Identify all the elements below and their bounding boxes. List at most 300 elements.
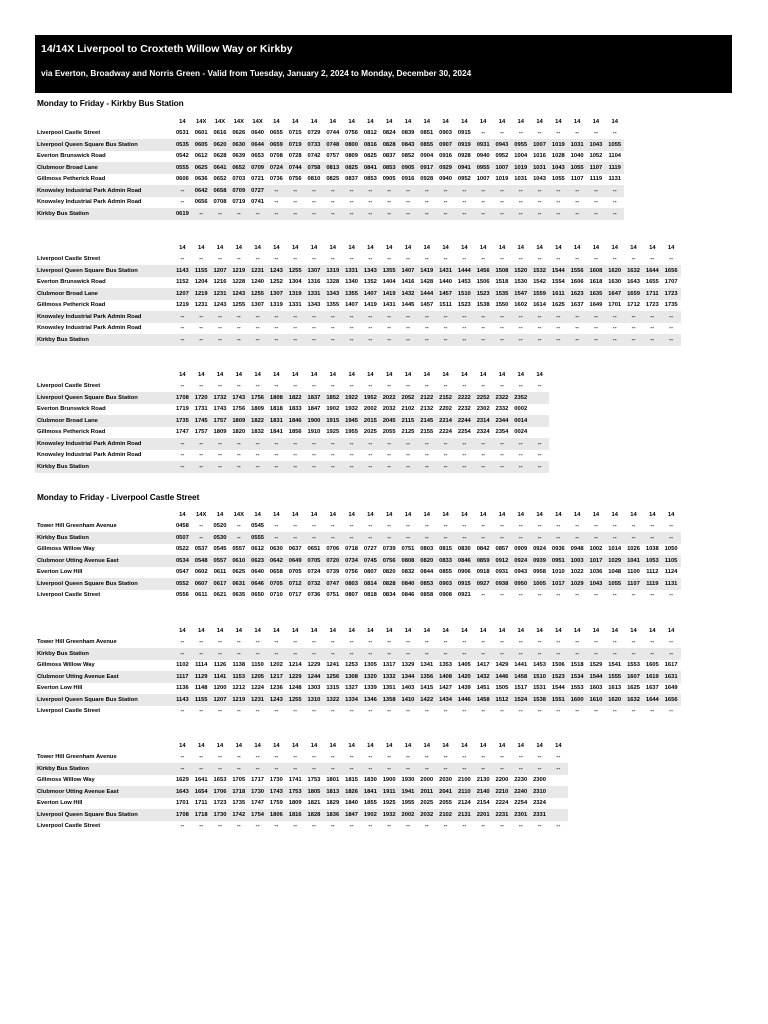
departure-time: -- (368, 452, 373, 459)
departure-time: 1028 (551, 153, 565, 160)
departure-time: 2314 (474, 415, 493, 427)
departure-time: -- (192, 648, 211, 660)
departure-time: -- (173, 763, 192, 775)
route-number: 14 (498, 371, 506, 378)
departure-time: 0606 (175, 176, 189, 183)
departure-time: -- (605, 532, 624, 544)
departure-time: -- (236, 256, 241, 263)
departure-time: 2041 (436, 786, 455, 798)
departure-time: -- (286, 334, 305, 346)
departure-time: 0557 (211, 555, 230, 567)
departure-time: -- (462, 256, 467, 263)
departure-time: -- (537, 708, 542, 715)
departure-time: 0617 (211, 578, 230, 590)
departure-time: -- (537, 639, 542, 646)
departure-time: 2154 (476, 800, 490, 807)
departure-time: 1701 (608, 302, 622, 309)
departure-time: 0915 (455, 578, 474, 590)
departure-time: 1004 (514, 153, 528, 160)
departure-time: 0640 (251, 569, 265, 576)
departure-time: 1202 (269, 662, 283, 669)
departure-time: 0621 (213, 592, 227, 599)
departure-time: -- (549, 334, 568, 346)
departure-time: -- (349, 523, 354, 530)
route-number: 14 (404, 742, 412, 749)
route-number: 14 (555, 627, 562, 634)
departure-time: 1720 (192, 392, 211, 404)
departure-time: 1822 (286, 392, 305, 404)
departure-time: 1535 (493, 288, 512, 300)
departure-time: 2354 (495, 429, 509, 436)
departure-time: 1532 (530, 265, 549, 277)
departure-time: -- (493, 311, 512, 323)
departure-time: -- (556, 592, 561, 599)
departure-time: -- (286, 311, 305, 323)
departure-time: -- (481, 823, 486, 830)
departure-time: -- (286, 461, 305, 473)
departure-time: 2210 (493, 786, 512, 798)
departure-time: -- (511, 648, 530, 660)
departure-time: -- (669, 325, 674, 332)
route-number: 14 (310, 371, 318, 378)
departure-time: -- (443, 383, 448, 390)
departure-time: 1701 (175, 800, 189, 807)
departure-time: 1007 (530, 139, 549, 151)
departure-time: 1508 (493, 265, 512, 277)
departure-time: 1743 (267, 786, 286, 798)
departure-time: 0807 (363, 569, 377, 576)
departure-time: -- (349, 639, 354, 646)
departure-time: -- (361, 311, 380, 323)
route-number: 14 (498, 244, 506, 251)
departure-time: -- (267, 334, 286, 346)
departure-time: 1730 (248, 786, 267, 798)
departure-time: -- (248, 461, 267, 473)
departure-time: -- (368, 383, 373, 390)
departure-time: 1731 (194, 406, 208, 413)
departure-time: 1706 (211, 786, 230, 798)
departure-time: -- (612, 325, 617, 332)
departure-time: -- (462, 199, 467, 206)
route-number: 14 (235, 742, 243, 749)
departure-time: 1422 (417, 694, 436, 706)
departure-time: 1523 (549, 671, 568, 683)
departure-time: -- (305, 208, 324, 220)
table-row (35, 567, 681, 579)
departure-time: -- (474, 648, 493, 660)
departure-time: -- (312, 383, 316, 390)
departure-time: 0705 (305, 555, 324, 567)
route-number: 14 (442, 511, 449, 518)
timetable-kirkby-3 (35, 369, 549, 473)
timetable-kirkby-2 (35, 242, 681, 346)
departure-time: -- (267, 461, 286, 473)
route-header-row (35, 740, 568, 752)
departure-time: -- (342, 311, 361, 323)
departure-time: 1403 (401, 685, 415, 692)
departure-time: -- (349, 823, 354, 830)
route-number: 14 (555, 511, 562, 518)
route-number: 14 (385, 118, 393, 125)
departure-time: 0813 (323, 162, 342, 174)
departure-time: -- (330, 383, 335, 390)
departure-time: 1112 (646, 569, 659, 576)
departure-time: 1630 (608, 279, 622, 286)
departure-time: -- (399, 208, 418, 220)
departure-time: -- (518, 452, 523, 459)
departure-time: -- (199, 639, 204, 646)
departure-time: -- (493, 208, 512, 220)
departure-time: 2022 (380, 392, 399, 404)
departure-time: 2232 (457, 406, 471, 413)
departure-time: 1355 (326, 302, 340, 309)
departure-time: 1355 (380, 265, 399, 277)
departure-time (530, 415, 549, 427)
departure-time: 1041 (624, 555, 643, 567)
departure-time: -- (436, 438, 455, 450)
departure-time: 1631 (662, 671, 681, 683)
departure-time: 0641 (211, 162, 230, 174)
departure-time: 0909 (514, 546, 528, 553)
departure-time: 0658 (211, 185, 230, 197)
departure-time: 1331 (288, 302, 302, 309)
route-number: 14 (273, 371, 280, 378)
departure-time: 0522 (175, 546, 189, 553)
departure-time: 0651 (307, 546, 321, 553)
departure-time: -- (474, 438, 493, 450)
departure-time: -- (593, 639, 598, 646)
departure-time: -- (462, 325, 467, 332)
route-number: 14 (254, 371, 261, 378)
departure-time: -- (211, 438, 230, 450)
route-number: 14 (498, 118, 506, 125)
departure-time: -- (556, 639, 561, 646)
route-number: 14 (179, 244, 186, 251)
departure-time: -- (192, 438, 211, 450)
departure-time: 0601 (194, 130, 208, 137)
departure-time: 1852 (323, 392, 342, 404)
departure-time: -- (417, 532, 436, 544)
departure-time: 1809 (213, 429, 227, 436)
departure-time: -- (211, 648, 230, 660)
departure-time: 1806 (267, 809, 286, 821)
route-number: 14 (197, 244, 205, 251)
departure-time: -- (500, 592, 504, 599)
departure-time: -- (587, 334, 606, 346)
departure-time: -- (417, 185, 436, 197)
departure-time: 0708 (269, 153, 283, 160)
departure-time: -- (424, 452, 429, 459)
departure-time: 1431 (382, 302, 396, 309)
route-number: 14 (367, 118, 374, 125)
departure-time: -- (593, 592, 598, 599)
departure-time: -- (218, 256, 222, 263)
departure-time: -- (530, 532, 549, 544)
departure-time: 0907 (436, 139, 455, 151)
departure-time: 2110 (455, 786, 474, 798)
departure-time: 1319 (286, 288, 305, 300)
departure-time: 0916 (439, 153, 452, 160)
departure-time: -- (286, 438, 305, 450)
route-number: 14 (517, 371, 524, 378)
departure-time: -- (537, 256, 542, 263)
departure-time: -- (380, 334, 399, 346)
departure-time: 1451 (476, 685, 490, 692)
departure-time: 2252 (474, 392, 493, 404)
departure-time: -- (518, 256, 523, 263)
departure-time: 0841 (361, 162, 380, 174)
departure-time: 1303 (307, 685, 321, 692)
departure-time: -- (211, 311, 230, 323)
departure-time: 1620 (605, 265, 624, 277)
departure-time: -- (387, 383, 392, 390)
departure-time: 0520 (213, 523, 227, 530)
departure-time: 1614 (533, 302, 546, 309)
departure-time: -- (631, 256, 636, 263)
departure-time: 0531 (175, 130, 189, 137)
departure-time: -- (436, 648, 455, 660)
departure-time: 1155 (192, 265, 211, 277)
departure-time: 1217 (267, 671, 286, 683)
departure-time: -- (342, 208, 361, 220)
route-number: 14 (423, 511, 430, 518)
departure-time: 1231 (194, 302, 208, 309)
route-number: 14 (611, 627, 618, 634)
departure-time: -- (312, 523, 316, 530)
departure-time: 2015 (361, 415, 380, 427)
departure-time: -- (312, 199, 316, 206)
departure-time: -- (236, 754, 241, 761)
departure-time: -- (436, 208, 455, 220)
table-row (35, 660, 681, 672)
departure-time: -- (236, 452, 241, 459)
stop-name: Everton Brunswick Road (37, 279, 106, 286)
departure-time: -- (530, 334, 549, 346)
departure-time: -- (361, 185, 380, 197)
route-number: 14X (196, 118, 207, 125)
departure-time: -- (624, 334, 643, 346)
departure-time: -- (255, 708, 260, 715)
departure-time: 1352 (363, 279, 377, 286)
departure-time: 0814 (361, 578, 380, 590)
departure-time: 2055 (439, 800, 452, 807)
stop-name: Gillmoss Willow Way (37, 662, 95, 669)
departure-time: -- (293, 754, 298, 761)
departure-time: 1836 (323, 809, 342, 821)
departure-time: 0729 (307, 130, 321, 137)
departure-time: -- (406, 523, 410, 530)
route-number: 14 (329, 742, 336, 749)
departure-time: 2302 (476, 406, 490, 413)
route-number: 14 (573, 244, 581, 251)
departure-time: 1316 (307, 279, 321, 286)
route-number: 14X (214, 118, 226, 125)
departure-time: 1104 (608, 153, 622, 160)
departure-time: -- (587, 311, 606, 323)
departure-time: 1307 (305, 265, 324, 277)
departure-time: 1801 (326, 777, 340, 784)
departure-time: -- (406, 256, 410, 263)
departure-time: 0837 (345, 176, 359, 183)
section-title-kirkby: Monday to Friday - Kirkby Bus Station (37, 98, 184, 108)
departure-time: 0908 (439, 592, 452, 599)
stop-name: Liverpool Queen Square Bus Station (35, 392, 173, 404)
route-number: 14 (348, 742, 355, 749)
departure-time: 0649 (286, 555, 305, 567)
route-number: 14 (423, 244, 430, 251)
departure-time: 0843 (399, 139, 418, 151)
departure-time: -- (612, 199, 617, 206)
departure-time: 1107 (587, 162, 606, 174)
departure-time: -- (248, 334, 267, 346)
departure-time: -- (330, 256, 335, 263)
departure-time: -- (330, 452, 335, 459)
departure-time: -- (267, 763, 286, 775)
table-row (35, 185, 624, 197)
departure-time: -- (537, 199, 542, 206)
stop-name: Kirkby Bus Station (35, 648, 173, 660)
departure-time: 1229 (307, 662, 321, 669)
departure-time: -- (624, 648, 643, 660)
departure-time: -- (669, 639, 674, 646)
departure-time: -- (500, 523, 504, 530)
departure-time: 1955 (345, 429, 359, 436)
departure-time: 1753 (286, 786, 305, 798)
route-number: 14 (310, 511, 318, 518)
departure-time: 0952 (495, 153, 509, 160)
departure-time: 1932 (380, 809, 399, 821)
departure-time: 1723 (213, 800, 227, 807)
route-number: 14 (536, 371, 543, 378)
departure-time: 0858 (420, 592, 434, 599)
departure-time: 0950 (511, 578, 530, 590)
route-number: 14 (649, 627, 656, 634)
departure-time: -- (293, 823, 298, 830)
departure-time: -- (330, 708, 335, 715)
departure-time: 1353 (439, 662, 452, 669)
stop-name: Clubmoor Broad Lane (35, 415, 173, 427)
departure-time: 1415 (420, 685, 434, 692)
departure-time: -- (399, 532, 418, 544)
departure-time: 0719 (232, 199, 246, 206)
route-number: 14 (291, 244, 299, 251)
departure-time: -- (455, 208, 474, 220)
departure-time: 1718 (229, 786, 248, 798)
departure-time: -- (380, 461, 399, 473)
departure-time: -- (380, 532, 399, 544)
departure-time: 0642 (192, 185, 211, 197)
departure-time: 1031 (514, 176, 528, 183)
departure-time: -- (500, 639, 504, 646)
departure-time: -- (349, 708, 354, 715)
departure-time: 0824 (382, 130, 396, 137)
departure-time: 1102 (176, 662, 189, 669)
route-number: 14 (479, 244, 487, 251)
departure-time: 0537 (194, 546, 208, 553)
departure-time: -- (286, 532, 305, 544)
route-number: 14 (179, 371, 186, 378)
departure-time: 1829 (326, 800, 340, 807)
table-row (35, 404, 549, 416)
departure-time: -- (568, 208, 587, 220)
route-header-row (35, 509, 681, 521)
departure-time: -- (612, 523, 617, 530)
route-header-row (35, 116, 624, 128)
departure-time: 2030 (439, 777, 452, 784)
departure-time: 0955 (474, 162, 493, 174)
departure-time: 0626 (232, 130, 246, 137)
route-number: 14 (479, 742, 487, 749)
departure-time: 1945 (342, 415, 361, 427)
departure-time: 0940 (476, 153, 490, 160)
departure-time: 1153 (229, 671, 248, 683)
departure-time: 0742 (307, 153, 321, 160)
departure-time: -- (361, 334, 380, 346)
departure-time: 1659 (624, 288, 643, 300)
departure-time: 0857 (495, 546, 509, 553)
timetable-liverpool-1 (35, 509, 681, 601)
table-row (35, 590, 681, 602)
departure-time: -- (605, 648, 624, 660)
stop-name: Everton Brunswick Road (37, 153, 106, 160)
departure-time: -- (605, 185, 624, 197)
departure-time: 2122 (417, 392, 436, 404)
departure-time: -- (424, 325, 429, 332)
departure-time: -- (575, 592, 580, 599)
stop-header-cell (35, 509, 173, 521)
departure-time: 0744 (286, 162, 305, 174)
departure-time: 1346 (361, 694, 380, 706)
departure-time: 0736 (269, 176, 283, 183)
route-number: 14 (254, 511, 261, 518)
table-row (35, 151, 624, 163)
route-number: 14 (329, 511, 336, 518)
departure-time: 1955 (401, 800, 415, 807)
departure-time: 1043 (587, 578, 606, 590)
departure-time: 1553 (627, 662, 640, 669)
stop-name: Gillmoss Petherick Road (37, 429, 106, 436)
departure-time (549, 809, 568, 821)
route-number: 14 (348, 627, 355, 634)
departure-time: 2230 (514, 777, 528, 784)
departure-time: -- (537, 592, 542, 599)
departure-time: -- (387, 452, 392, 459)
departure-time: 1547 (511, 288, 530, 300)
timetable-liverpool-3 (35, 740, 568, 832)
departure-time: 0756 (345, 569, 359, 576)
table-row (35, 521, 681, 533)
departure-time: 0656 (194, 199, 208, 206)
departure-time: -- (236, 523, 241, 530)
departure-time: 1207 (211, 265, 230, 277)
departure-time: 1826 (342, 786, 361, 798)
departure-time: 1219 (229, 265, 248, 277)
departure-time: 1216 (213, 279, 227, 286)
departure-time: 1219 (229, 694, 248, 706)
departure-time: -- (342, 334, 361, 346)
page-title: 14/14X Liverpool to Croxteth Willow Way or Kirkby (41, 43, 293, 55)
departure-time: -- (530, 763, 549, 775)
departure-time: 1453 (533, 662, 546, 669)
departure-time: 0607 (192, 578, 211, 590)
route-number: 14 (555, 742, 562, 749)
departure-time: 1014 (608, 546, 622, 553)
departure-time: -- (323, 461, 342, 473)
departure-time: -- (424, 639, 429, 646)
table-row (35, 334, 681, 346)
departure-time: 1043 (533, 176, 546, 183)
departure-time: -- (530, 208, 549, 220)
